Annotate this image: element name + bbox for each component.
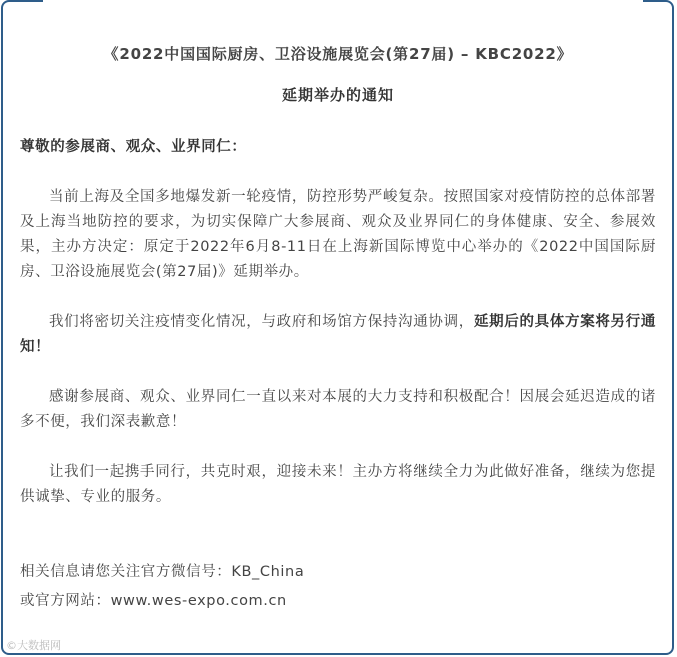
contact-website[interactable]: 或官方网站：www.wes-expo.com.cn (20, 593, 287, 609)
frame-top-gap (43, 0, 643, 6)
paragraph-followup-emphasis: 延期后的具体方案将另行通知！ (20, 314, 656, 355)
paragraph-apology: 感谢参展商、观众、业界同仁一直以来对本展的大力支持和积极配合！因展会延迟造成的诸多不便，我们深表歉意！ (20, 389, 656, 430)
contact-wechat: 相关信息请您关注官方微信号：KB_China (20, 564, 305, 580)
paragraph-postponement: 当前上海及全国多地爆发新一轮疫情，防控形势严峻复杂。按照国家对疫情防控的总体部署及上海当地防控的要求，为切实保障广大参展商、观众及业界同仁的身体健康、安全、参展效果，主办方决定：原定于2022年6月8-11日在上海新国际博览中心举办的《2022中国国际厨房、卫浴设施展览会(第27届)》延期举办。 (20, 189, 656, 280)
notice-body (20, 28, 656, 618)
notice-title: 《2022中国国际厨房、卫浴设施展览会(第27届) – KBC2022》 (103, 45, 573, 63)
notice-greeting: 尊敬的参展商、观众、业界同仁： (20, 139, 247, 155)
paragraph-followup (20, 310, 656, 360)
contact-info (20, 560, 656, 614)
paragraph-followup-text: 我们将密切关注疫情变化情况，与政府和场馆方保持沟通协调， (49, 314, 474, 330)
watermark-text: ©大数据网 (6, 639, 61, 652)
notice-subtitle: 延期举办的通知 (281, 86, 394, 104)
paragraph-closing: 让我们一起携手同行，共克时艰，迎接未来！主办方将继续全力为此做好准备，继续为您提供诚挚、专业的服务。 (20, 464, 656, 505)
